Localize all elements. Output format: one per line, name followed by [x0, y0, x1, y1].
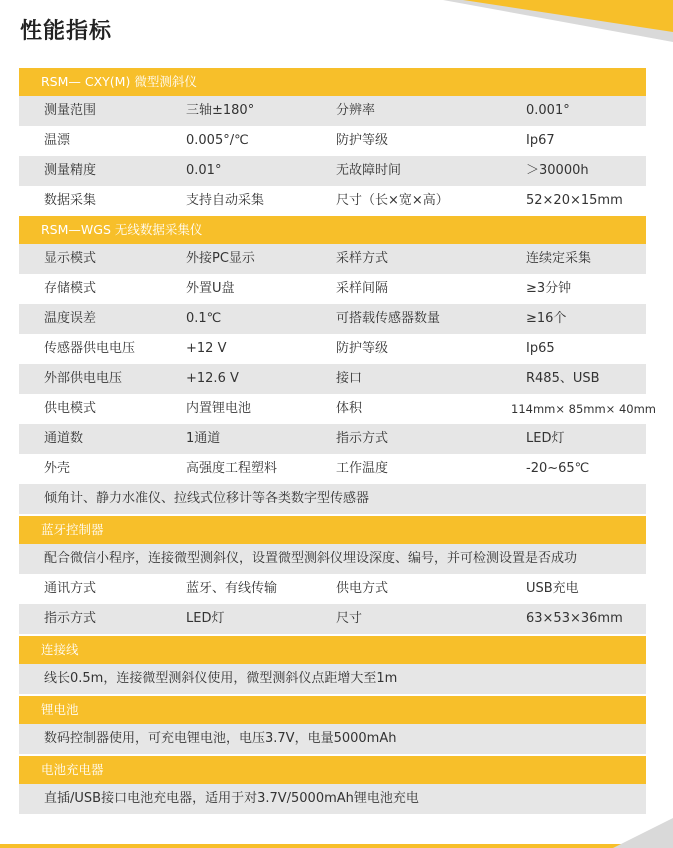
spec-value: 支持自动采集: [186, 193, 265, 208]
section-header-bluetooth: 蓝牙控制器: [19, 516, 646, 544]
table-row: [19, 424, 646, 454]
table-row: [19, 126, 646, 156]
page-title: 性能指标: [20, 19, 113, 44]
spec-value: 外置U盘: [186, 281, 235, 296]
spec-label: 通道数: [44, 431, 84, 446]
corner-decoration-top: [443, 0, 673, 42]
spec-label: 温漂: [44, 133, 71, 148]
spec-label: 指示方式: [44, 611, 97, 626]
spec-value: 蓝牙、有线传输: [186, 581, 278, 596]
spec-label: 外部供电电压: [44, 371, 123, 386]
spec-value: 0.005°/℃: [186, 133, 249, 148]
spec-label: 通讯方式: [44, 581, 97, 596]
section-note: 数码控制器使用，可充电锂电池，电压3.7V，电量5000mAh: [19, 724, 646, 754]
table-row: [19, 334, 646, 364]
spec-label: 工作温度: [336, 461, 389, 476]
spec-value: 63×53×36mm: [526, 611, 623, 626]
spec-value: 0.001°: [526, 103, 570, 118]
spec-value: 高强度工程塑料: [186, 461, 278, 476]
section-note: 倾角计、静力水准仪、拉线式位移计等各类数字型传感器: [19, 484, 646, 514]
section-header-cable: 连接线: [19, 636, 646, 664]
spec-value: 内置锂电池: [186, 401, 252, 416]
spec-label: 防护等级: [336, 341, 389, 356]
spec-value: -20~65℃: [526, 461, 590, 476]
spec-value: Ip65: [526, 341, 555, 356]
spec-value: Ip67: [526, 133, 555, 148]
spec-label: 采样间隔: [336, 281, 389, 296]
section-note: 配合微信小程序，连接微型测斜仪，设置微型测斜仪埋设深度、编号，并可检测设置是否成功: [19, 544, 646, 574]
spec-value: 0.01°: [186, 163, 222, 178]
spec-value: R485、USB: [526, 371, 600, 386]
table-row: [19, 156, 646, 186]
section-note: 线长0.5m，连接微型测斜仪使用，微型测斜仪点距增大至1m: [19, 664, 646, 694]
corner-decoration-bottom: [613, 818, 673, 848]
spec-value: USB充电: [526, 581, 579, 596]
spec-label: 分辨率: [336, 103, 376, 118]
spec-value: LED灯: [186, 611, 225, 626]
table-row: [19, 364, 646, 394]
spec-value: 0.1℃: [186, 311, 222, 326]
spec-label: 接口: [336, 371, 363, 386]
spec-value: ＞30000h: [526, 163, 589, 178]
bottom-accent-bar: [0, 844, 640, 848]
spec-value: 1通道: [186, 431, 221, 446]
spec-label: 数据采集: [44, 193, 97, 208]
spec-label: 存储模式: [44, 281, 97, 296]
section-header-battery: 锂电池: [19, 696, 646, 724]
spec-label: 尺寸（长×宽×高）: [336, 193, 449, 208]
spec-table: [19, 68, 657, 814]
table-row: [19, 574, 646, 604]
spec-label: 测量精度: [44, 163, 97, 178]
spec-label: 可搭载传感器数量: [336, 311, 441, 326]
spec-value: 三轴±180°: [186, 103, 255, 118]
section-note: 直插/USB接口电池充电器，适用于对3.7V/5000mAh锂电池充电: [19, 784, 646, 814]
spec-label: 体积: [336, 401, 363, 416]
spec-value: LED灯: [526, 431, 565, 446]
spec-value: +12 V: [186, 341, 227, 356]
table-row: [19, 244, 646, 274]
spec-label: 外壳: [44, 461, 71, 476]
table-row: [19, 186, 646, 216]
spec-value: 连续定采集: [526, 251, 592, 266]
spec-label: 无故障时间: [336, 163, 402, 178]
spec-value: ≥16个: [526, 311, 567, 326]
spec-value: +12.6 V: [186, 371, 239, 386]
table-row: [19, 304, 646, 334]
section-header-inclinometer: RSM— CXY(M) 微型测斜仪: [19, 68, 646, 96]
spec-value: 114mm× 85mm× 40mm: [511, 402, 657, 416]
spec-label: 温度误差: [44, 311, 97, 326]
spec-label: 显示模式: [44, 251, 97, 266]
section-header-charger: 电池充电器: [19, 756, 646, 784]
spec-label: 指示方式: [336, 431, 389, 446]
table-row: [19, 604, 646, 634]
spec-value: 52×20×15mm: [526, 193, 623, 208]
spec-label: 传感器供电电压: [44, 341, 136, 356]
spec-value: ≥3分钟: [526, 281, 572, 296]
table-row: [19, 96, 646, 126]
section-header-data-logger: RSM—WGS 无线数据采集仪: [19, 216, 646, 244]
table-row: [19, 454, 646, 484]
table-row: [19, 394, 657, 424]
spec-label: 防护等级: [336, 133, 389, 148]
spec-label: 供电方式: [336, 581, 389, 596]
spec-label: 测量范围: [44, 103, 97, 118]
table-row: [19, 274, 646, 304]
spec-label: 尺寸: [336, 611, 363, 626]
spec-label: 采样方式: [336, 251, 389, 266]
spec-label: 供电模式: [44, 401, 97, 416]
spec-value: 外接PC显示: [186, 251, 255, 266]
